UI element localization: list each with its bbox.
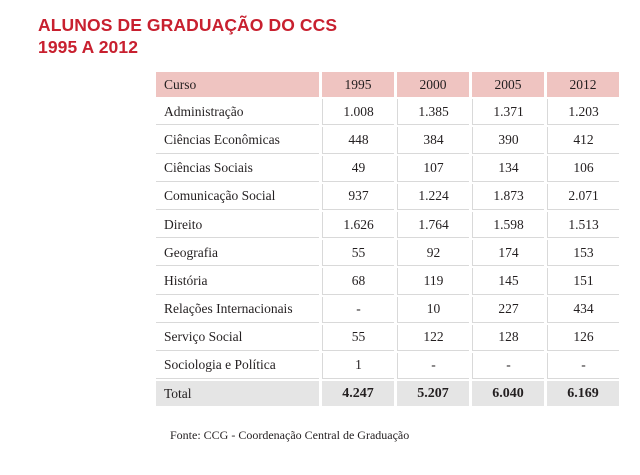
value-2000: - [397,353,469,379]
course-name: Direito [156,212,319,238]
source-note: Fonte: CCG - Coordenação Central de Graduação [170,428,410,442]
total-1995: 4.247 [322,381,394,406]
value-2005: 174 [472,240,544,266]
value-2012: 2.071 [547,184,619,210]
value-1995: 448 [322,127,394,153]
value-2005: - [472,353,544,379]
page-title [38,14,337,58]
value-2000: 122 [397,325,469,351]
value-2005: 390 [472,127,544,153]
course-name: Ciências Sociais [156,156,319,182]
value-2000: 119 [397,268,469,294]
course-name: Serviço Social [156,325,319,351]
value-2005: 227 [472,297,544,323]
value-1995: 1.008 [322,99,394,125]
value-2005: 134 [472,156,544,182]
table-row [156,184,619,210]
value-2000: 1.224 [397,184,469,210]
value-2012: 434 [547,297,619,323]
value-2000: 10 [397,297,469,323]
course-name: Comunicação Social [156,184,319,210]
header-year-2005: 2005 [472,72,544,97]
value-2005: 1.371 [472,99,544,125]
header-curso: Curso [156,72,319,97]
value-1995: 68 [322,268,394,294]
value-1995: 1 [322,353,394,379]
total-2000: 5.207 [397,381,469,406]
value-2012: 153 [547,240,619,266]
value-2000: 92 [397,240,469,266]
table-row [156,353,619,379]
total-2012: 6.169 [547,381,619,406]
value-2012: 151 [547,268,619,294]
title-line-1: ALUNOS DE GRADUAÇÃO DO CCS [38,15,338,35]
value-2005: 128 [472,325,544,351]
value-2000: 384 [397,127,469,153]
value-2005: 1.873 [472,184,544,210]
value-2012: 106 [547,156,619,182]
value-1995: 49 [322,156,394,182]
course-name: Administração [156,99,319,125]
value-2012: 412 [547,127,619,153]
table-row [156,297,619,323]
value-1995: 55 [322,325,394,351]
course-name: História [156,268,319,294]
total-row [156,381,619,406]
header-year-2000: 2000 [397,72,469,97]
course-name: Ciências Econômicas [156,127,319,153]
course-name: Sociologia e Política [156,353,319,379]
value-2012: 1.513 [547,212,619,238]
value-1995: - [322,297,394,323]
value-2005: 1.598 [472,212,544,238]
table-row [156,156,619,182]
header-year-2012: 2012 [547,72,619,97]
header-year-1995: 1995 [322,72,394,97]
value-1995: 1.626 [322,212,394,238]
total-label: Total [156,381,319,406]
table-row [156,325,619,351]
title-line-2: 1995 A 2012 [38,37,139,57]
value-1995: 55 [322,240,394,266]
table-row [156,127,619,153]
table-row [156,99,619,125]
table-row [156,240,619,266]
value-2000: 107 [397,156,469,182]
table-header-row [156,72,619,97]
value-2012: 126 [547,325,619,351]
value-2012: 1.203 [547,99,619,125]
students-table [153,70,622,408]
table-row [156,268,619,294]
course-name: Geografia [156,240,319,266]
value-2012: - [547,353,619,379]
course-name: Relações Internacionais [156,297,319,323]
table-row [156,212,619,238]
value-2005: 145 [472,268,544,294]
value-1995: 937 [322,184,394,210]
value-2000: 1.385 [397,99,469,125]
total-2005: 6.040 [472,381,544,406]
value-2000: 1.764 [397,212,469,238]
